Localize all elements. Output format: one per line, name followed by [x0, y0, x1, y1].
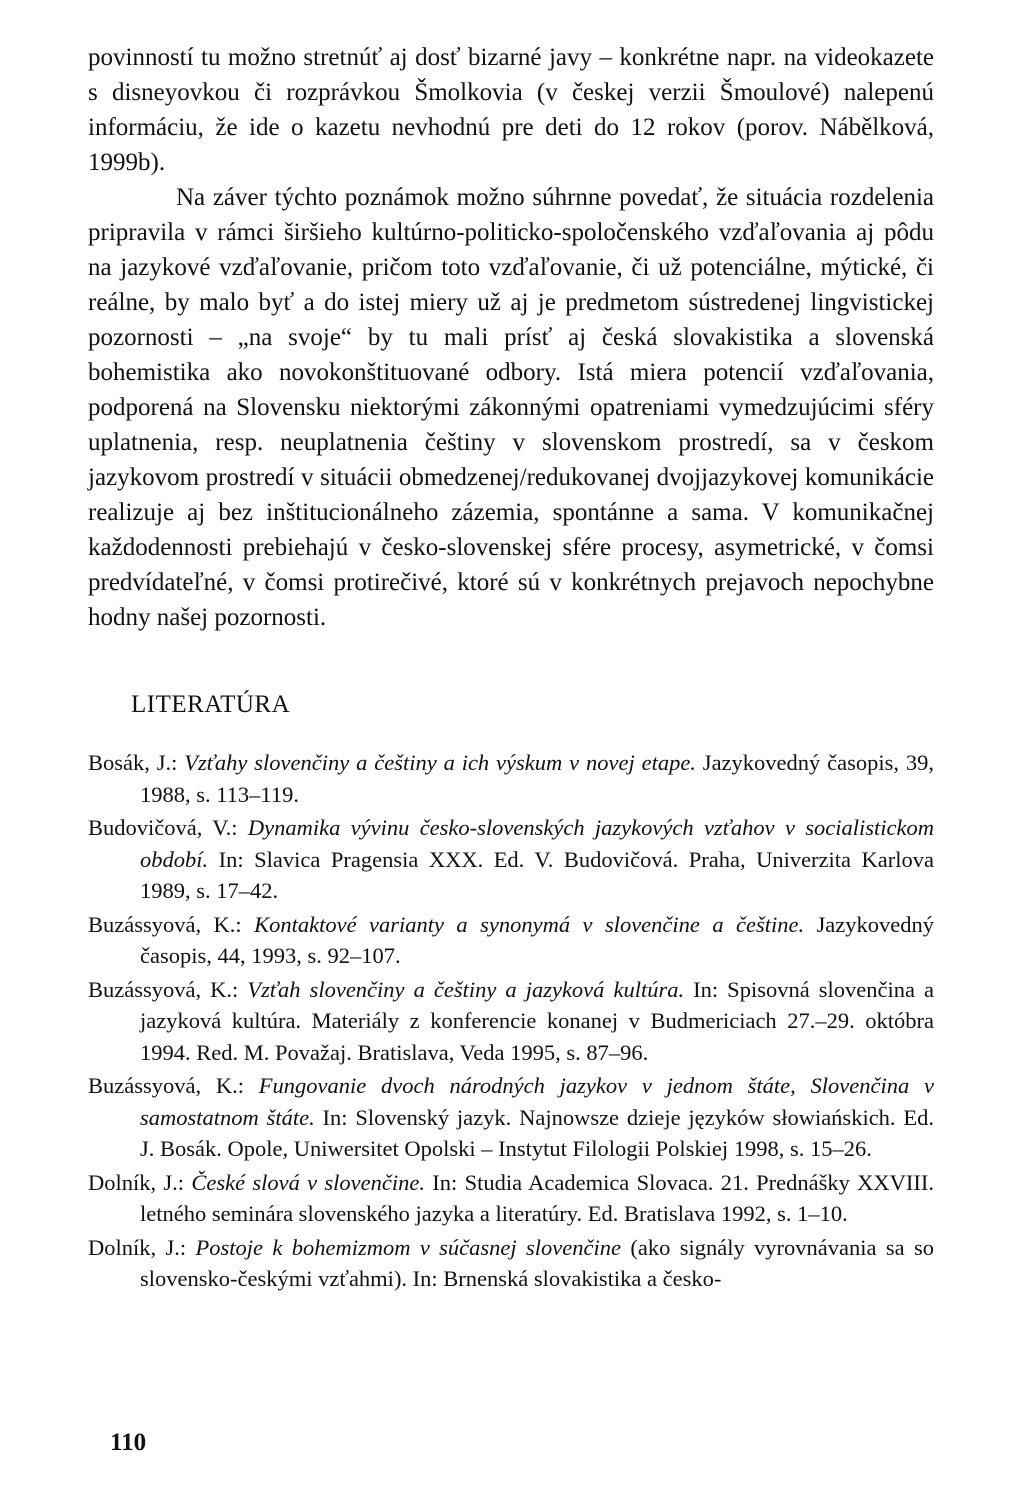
reference-details: Jazykovedný časopis, 44, 1993, s. 92–107. [140, 911, 935, 968]
reference-list [88, 747, 934, 1295]
reference-title: Vzťah slovenčiny a češtiny a jazyková kultúra. [247, 976, 685, 1002]
reference-title: Postoje k bohemizmom v súčasnej slovenčine [195, 1234, 621, 1260]
reference-author: Buzássyová, K.: [88, 976, 248, 1002]
body-paragraph-conclusion: Na záver týchto poznámok možno súhrnne povedať, že situácia rozdelenia pripravila v rámci širšieho kultúrno-politicko-spoločenského vzďaľovania aj pôdu na jazykové vzďaľovanie, pričom toto vzďaľovanie, či už potenciálne, mýtické, či reálne, by malo byť a do istej miery už aj je predmetom sústredenej lingvistickej pozornosti – „na svoje“ by tu mali prísť aj česká slovakistika a slovenská bohemistika ako novokonštituované odbory. Istá miera potencií vzďaľovania, podporená na Slovensku niektorými zákonnými opatreniami vymedzujúcimi sféry uplatnenia, resp. neuplatnenia češtiny v slovenskom prostredí, sa v českom jazykovom prostredí v situácii obmedzenej/redukovanej dvojjazykovej komunikácie realizuje aj bez inštitucionálneho zázemia, spontánne a sama. V komunikačnej každodennosti prebiehajú v česko-slovenskej sfére procesy, asymetrické, v čomsi predvídateľné, v čomsi protirečivé, ktoré sú v konkrétnych prejavoch nepochybne hodny našej pozornosti. [88, 184, 934, 631]
reference-item [88, 1232, 934, 1295]
body-paragraph-continued: povinností tu možno stretnúť aj dosť bizarné javy – konkrétne napr. na videokazete s disneyovkou či rozprávkou Šmolkovia (v českej verzii Šmoulové) nalepenú informáciu, že ide o kazetu nevhodnú pre deti do 12 rokov (porov. Nábělková, 1999b). [88, 44, 934, 176]
reference-author: Dolník, J.: [88, 1234, 196, 1260]
page-number: 110 [110, 1429, 147, 1456]
reference-title: Fungovanie dvoch národných jazykov v jednom štáte, Slovenčina v samostatnom štáte. [140, 1073, 934, 1130]
reference-item [88, 812, 934, 907]
reference-item [88, 909, 934, 972]
reference-details: In: Slavica Pragensia XXX. Ed. V. Budovičová. Praha, Univerzita Karlova 1989, s. 17–42. [140, 846, 934, 903]
document-page [88, 40, 934, 1480]
reference-details: Jazykovedný časopis, 39, 1988, s. 113–119. [140, 750, 934, 807]
reference-author: Dolník, J.: [88, 1169, 192, 1195]
reference-author: Budovičová, V.: [88, 815, 248, 840]
reference-author: Bosák, J.: [88, 750, 185, 775]
reference-details: In: Slovenský jazyk. Najnowsze dzieje języków słowiańskich. Ed. J. Bosák. Opole, Uniwersitet Opolski – Instytut Filologii Polskiej 1998, s. 15–26. [140, 1104, 934, 1161]
reference-item [88, 1167, 934, 1230]
reference-title: Kontaktové varianty a synonymá v slovenčine a češtine. [254, 911, 805, 937]
reference-item [88, 747, 934, 810]
reference-author: Buzássyová, K.: [88, 1073, 259, 1098]
reference-item [88, 1070, 934, 1165]
reference-title: České slová v slovenčine. [191, 1169, 425, 1195]
literature-heading: LITERATÚRA [131, 691, 291, 718]
reference-author: Buzássyová, K.: [88, 911, 255, 937]
reference-item [88, 974, 934, 1069]
reference-details: In: Spisovná slovenčina a jazyková kultúra. Materiály z konferencie konanej v Budmericiach 27.–29. októbra 1994. Red. M. Považaj. Bratislava, Veda 1995, s. 87–96. [140, 976, 934, 1065]
reference-details: (ako signály vyrovnávania sa so slovensko-českými vzťahmi). In: Brnenská slovakistika a česko- [140, 1234, 934, 1291]
reference-title: Dynamika vývinu česko-slovenských jazykových vzťahov v socialistickom období. [140, 815, 934, 872]
reference-details: In: Studia Academica Slovaca. 21. Prednášky XXVIII. letného seminára slovenského jazyka a literatúry. Ed. Bratislava 1992, s. 1–10. [140, 1169, 935, 1226]
reference-title: Vzťahy slovenčiny a češtiny a ich výskum v novej etape. [184, 750, 696, 775]
